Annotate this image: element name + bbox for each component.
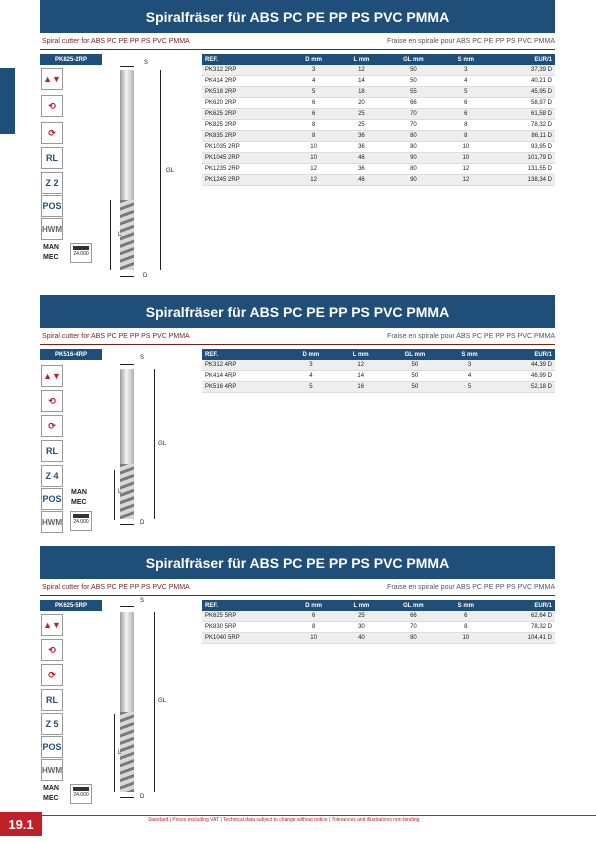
table-cell: PK1040 5RP [202, 633, 289, 644]
cut-direction-icon: ▲▼ [41, 365, 63, 387]
tool-illustration [120, 369, 134, 519]
table-cell: PK1045 2RP [202, 153, 289, 164]
subtitle-fr: Fraise en spirale pour ABS PC PE PP PS PVC PMMA [387, 38, 555, 45]
tool-flutes [120, 464, 134, 519]
table-cell: 3 [442, 65, 490, 76]
dim-d-line [120, 276, 134, 277]
table-cell: PK518 2RP [202, 87, 289, 98]
table-cell: 5 [442, 87, 490, 98]
table-cell: 50 [385, 360, 444, 371]
table-cell: 12 [442, 164, 490, 175]
table-cell: 131,55 D [490, 164, 555, 175]
table-cell: PK620 2RP [202, 98, 289, 109]
table-cell: 80 [385, 164, 442, 175]
tool-flutes [120, 712, 134, 792]
product-code: PK516-4RP [40, 349, 102, 360]
table-row [202, 371, 555, 382]
dim-s-line [120, 364, 134, 365]
tool-flutes [120, 200, 134, 270]
table-cell: 14 [336, 371, 385, 382]
table-cell: PK830 5RP [202, 622, 289, 633]
dim-gl-line [154, 612, 155, 792]
table-cell: 90 [385, 153, 442, 164]
table-cell: 3 [289, 65, 338, 76]
subtitle-fr: Fraise en spirale pour ABS PC PE PP PS PVC PMMA [387, 584, 555, 591]
table-cell: 6 [289, 611, 338, 622]
table-cell: 10 [442, 142, 490, 153]
column-header: REF. [202, 349, 286, 360]
table-row [202, 142, 555, 153]
table-cell: 10 [442, 633, 490, 644]
table-cell: 5 [286, 382, 337, 393]
flutes-icon: Z 5 [41, 713, 63, 735]
column-header: D mm [289, 600, 338, 611]
column-header: D mm [289, 54, 338, 65]
subtitle-en: Spiral cutter for ABS PC PE PP PS PVC PMMA [42, 38, 190, 45]
column-header: S mm [445, 349, 495, 360]
table-cell: PK1035 2RP [202, 142, 289, 153]
flutes-icon: Z 2 [41, 172, 63, 194]
dim-l-line [114, 714, 115, 792]
column-header: S mm [442, 600, 490, 611]
table-cell: 12 [289, 164, 338, 175]
dim-s: S [144, 60, 149, 66]
table-cell: 52,18 D [495, 382, 555, 393]
table-cell: 10 [289, 633, 338, 644]
table-cell: 30 [338, 622, 385, 633]
table-cell: 46 [338, 175, 385, 186]
table-cell: 50 [385, 371, 444, 382]
mec-label: MEC [71, 499, 87, 506]
table-cell: PK1235 2RP [202, 164, 289, 175]
table-cell: 16 [336, 382, 385, 393]
dim-gl: GL [158, 441, 167, 447]
table-cell: 40,21 D [490, 76, 555, 87]
table-row [202, 109, 555, 120]
table-row [202, 360, 555, 371]
table-cell: 8 [289, 622, 338, 633]
hwm-icon: HWM [41, 218, 63, 240]
table-cell: 25 [338, 120, 385, 131]
table-row [202, 120, 555, 131]
table-row [202, 65, 555, 76]
chapter-side-tab [0, 68, 15, 134]
dim-d: D [140, 794, 145, 800]
subtitle-en: Spiral cutter for ABS PC PE PP PS PVC PMMA [42, 584, 190, 591]
table-row [202, 131, 555, 142]
table-cell: 138,34 D [490, 175, 555, 186]
table-cell: 104,41 D [490, 633, 555, 644]
product-code: PK825-2RP [40, 54, 102, 65]
hwm-icon: HWM [41, 759, 63, 781]
subtitle-line [40, 331, 555, 345]
footer-text: Standard | Prices excluding VAT | Technical data subject to change without notice | Tolerances and illustrations non-binding [148, 817, 420, 823]
table-row [202, 98, 555, 109]
man-mec-label [43, 784, 59, 804]
dim-s: S [140, 355, 145, 361]
mec-label: MEC [43, 795, 59, 802]
table-cell: 8 [442, 622, 490, 633]
rotation-icon: ⟳ [41, 664, 63, 686]
table-cell: 80 [385, 131, 442, 142]
column-header: S mm [442, 54, 490, 65]
table-cell: 86,11 D [490, 131, 555, 142]
product-code: PK625-5RP [40, 600, 102, 611]
dim-l-line [110, 200, 111, 270]
column-header: GL mm [385, 600, 442, 611]
subtitle-fr: Fraise en spirale pour ABS PC PE PP PS PVC PMMA [387, 333, 555, 340]
table-cell: 6 [442, 98, 490, 109]
rotation-icon: ⟲ [41, 95, 63, 117]
dim-s-line [120, 66, 134, 67]
dim-l-line [114, 470, 115, 520]
rpm-box [70, 243, 92, 263]
dim-gl: GL [166, 168, 175, 174]
subtitle-en: Spiral cutter for ABS PC PE PP PS PVC PMMA [42, 333, 190, 340]
page-number: 19.1 [0, 812, 42, 836]
product-section-3 [40, 546, 555, 802]
man-label: MAN [43, 785, 59, 792]
table-cell: 66 [385, 611, 442, 622]
table-row [202, 164, 555, 175]
dim-gl-line [160, 70, 161, 270]
table-cell: 46,99 D [495, 371, 555, 382]
table-cell: 12 [336, 360, 385, 371]
table-cell: PK516 4RP [202, 382, 286, 393]
tool-illustration [120, 612, 134, 792]
rpm-value: 24.000 [73, 251, 89, 257]
dim-l: L [118, 489, 122, 495]
rpm-value: 24.000 [73, 792, 89, 798]
mec-label: MEC [43, 254, 59, 261]
column-header: GL mm [385, 349, 444, 360]
dim-d-line [120, 797, 134, 798]
table-cell: 12 [289, 175, 338, 186]
table-cell: 44,39 D [495, 360, 555, 371]
table-cell: 4 [445, 371, 495, 382]
table-cell: 66 [385, 98, 442, 109]
product-section-1 [40, 0, 555, 279]
table-cell: 93,95 D [490, 142, 555, 153]
dim-s-line [120, 606, 134, 607]
pos-icon: POS [41, 488, 63, 510]
rl-icon: RL [41, 689, 63, 711]
table-cell: 18 [338, 87, 385, 98]
column-header: REF. [202, 54, 289, 65]
table-cell: 50 [385, 382, 444, 393]
hwm-icon: HWM [41, 511, 63, 533]
table-cell: 37,39 D [490, 65, 555, 76]
table-header [202, 349, 555, 360]
section-title: Spiralfräser für ABS PC PE PP PS PVC PMMA [40, 546, 555, 579]
table-cell: 8 [289, 131, 338, 142]
rl-icon: RL [41, 440, 63, 462]
product-table [202, 349, 555, 393]
table-cell: 5 [445, 382, 495, 393]
dim-s: S [140, 598, 145, 604]
table-cell: 6 [289, 109, 338, 120]
rotation-icon: ⟳ [41, 122, 63, 144]
table-cell: 61,58 D [490, 109, 555, 120]
table-cell: PK835 2RP [202, 131, 289, 142]
man-label: MAN [43, 244, 59, 251]
rotation-icon: ⟲ [41, 390, 63, 412]
table-cell: 36 [338, 164, 385, 175]
column-header: D mm [286, 349, 337, 360]
dim-d: D [140, 520, 145, 526]
table-cell: 6 [442, 611, 490, 622]
column-header: EUR/1 [490, 54, 555, 65]
table-cell: 4 [286, 371, 337, 382]
table-cell: 70 [385, 622, 442, 633]
table-row [202, 76, 555, 87]
table-row [202, 87, 555, 98]
column-header: EUR/1 [490, 600, 555, 611]
rpm-bar [73, 787, 89, 791]
tool-illustration [120, 70, 134, 270]
table-cell: 12 [338, 65, 385, 76]
column-header: L mm [338, 600, 385, 611]
table-cell: 62,64 D [490, 611, 555, 622]
table-cell: PK312 4RP [202, 360, 286, 371]
section-title: Spiralfräser für ABS PC PE PP PS PVC PMMA [40, 0, 555, 33]
table-cell: 40 [338, 633, 385, 644]
table-row [202, 611, 555, 622]
table-cell: 36 [338, 142, 385, 153]
footer-divider [42, 815, 596, 816]
column-header: REF. [202, 600, 289, 611]
dim-l: L [118, 750, 122, 756]
dim-l: L [118, 232, 122, 238]
table-cell: PK625 5RP [202, 611, 289, 622]
product-table [202, 600, 555, 644]
table-row [202, 382, 555, 393]
table-cell: 6 [442, 109, 490, 120]
pos-icon: POS [41, 195, 63, 217]
table-cell: 3 [286, 360, 337, 371]
rpm-bar [73, 246, 89, 250]
table-cell: 80 [385, 142, 442, 153]
table-cell: 46 [338, 153, 385, 164]
table-cell: 58,97 D [490, 98, 555, 109]
rpm-bar [73, 514, 89, 518]
table-cell: 6 [289, 98, 338, 109]
table-cell: 12 [442, 175, 490, 186]
table-cell: 80 [385, 633, 442, 644]
table-cell: 20 [338, 98, 385, 109]
flutes-icon: Z 4 [41, 465, 63, 487]
pos-icon: POS [41, 736, 63, 758]
table-cell: 8 [442, 120, 490, 131]
subtitle-line [40, 582, 555, 596]
table-cell: 70 [385, 109, 442, 120]
rl-icon: RL [41, 147, 63, 169]
dim-gl-line [154, 369, 155, 519]
man-label: MAN [71, 489, 87, 496]
rpm-box [70, 784, 92, 804]
table-cell: 4 [289, 76, 338, 87]
table-cell: 78,32 D [490, 622, 555, 633]
column-header: EUR/1 [495, 349, 555, 360]
column-header: L mm [336, 349, 385, 360]
table-cell: 36 [338, 131, 385, 142]
table-cell: 70 [385, 120, 442, 131]
table-cell: 55 [385, 87, 442, 98]
table-header [202, 600, 555, 611]
rotation-icon: ⟳ [41, 415, 63, 437]
product-table [202, 54, 555, 186]
dim-d: D [143, 273, 148, 279]
table-cell: 45,95 D [490, 87, 555, 98]
table-cell: 90 [385, 175, 442, 186]
cut-direction-icon: ▲▼ [41, 68, 63, 90]
table-cell: 14 [338, 76, 385, 87]
table-cell: 3 [445, 360, 495, 371]
rpm-box [70, 511, 92, 531]
table-cell: 50 [385, 76, 442, 87]
column-header: L mm [338, 54, 385, 65]
table-row [202, 633, 555, 644]
table-row [202, 153, 555, 164]
table-cell: 50 [385, 65, 442, 76]
table-cell: 8 [442, 131, 490, 142]
table-cell: PK312 2RP [202, 65, 289, 76]
table-row [202, 622, 555, 633]
table-cell: 101,79 D [490, 153, 555, 164]
rotation-icon: ⟲ [41, 639, 63, 661]
table-cell: 10 [442, 153, 490, 164]
table-header [202, 54, 555, 65]
table-row [202, 175, 555, 186]
table-cell: 78,32 D [490, 120, 555, 131]
section-title: Spiralfräser für ABS PC PE PP PS PVC PMMA [40, 295, 555, 328]
table-cell: 4 [442, 76, 490, 87]
man-mec-label [43, 243, 59, 263]
rpm-value: 24.000 [73, 519, 89, 525]
table-cell: PK414 2RP [202, 76, 289, 87]
dim-d-line [120, 524, 134, 525]
subtitle-line [40, 36, 555, 50]
product-section-2 [40, 295, 555, 545]
table-cell: 10 [289, 153, 338, 164]
table-cell: PK825 2RP [202, 120, 289, 131]
table-cell: 5 [289, 87, 338, 98]
column-header: GL mm [385, 54, 442, 65]
table-cell: 10 [289, 142, 338, 153]
table-cell: 25 [338, 109, 385, 120]
table-cell: 8 [289, 120, 338, 131]
table-cell: PK625 2RP [202, 109, 289, 120]
table-cell: 25 [338, 611, 385, 622]
dim-gl: GL [158, 698, 167, 704]
man-mec-label [71, 488, 87, 508]
cut-direction-icon: ▲▼ [41, 614, 63, 636]
table-cell: PK1245 2RP [202, 175, 289, 186]
table-cell: PK414 4RP [202, 371, 286, 382]
